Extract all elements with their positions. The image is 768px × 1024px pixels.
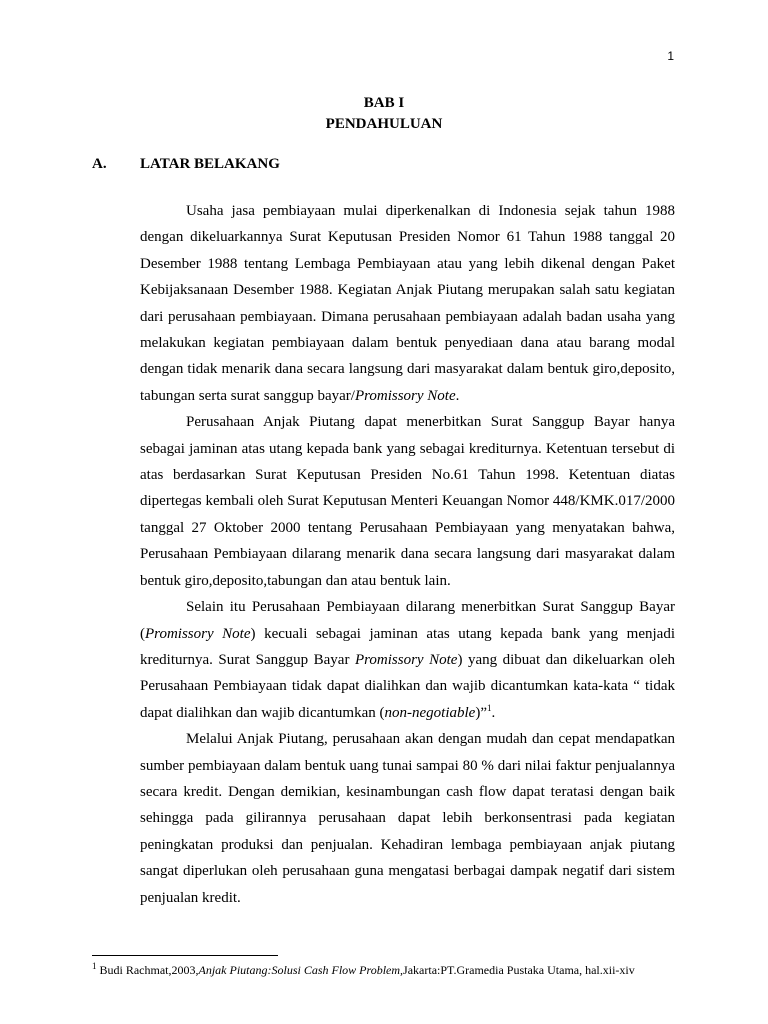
body-text (140, 198, 675, 911)
italic-term: Promissory Note (354, 651, 458, 668)
italic-term: Promissory Note (145, 625, 251, 642)
chapter-title: PENDAHULUAN (325, 116, 443, 132)
footnote-reference[interactable]: 1 (487, 702, 492, 713)
section-letter: A. (92, 156, 107, 172)
chapter-heading (0, 93, 768, 135)
footnote-publisher: Jakarta:PT.Gramedia Pustaka Utama, hal.xii-xiv (403, 963, 635, 977)
page-number: 1 (667, 49, 674, 63)
paragraph-text: )” (475, 704, 487, 721)
paragraph-text: Usaha jasa pembiayaan mulai diperkenalkan di Indonesia sejak tahun 1988 dengan dikeluarkannya Surat Keputusan Presiden Nomor 61 Tahun 1988 tanggal 20 Desember 1988 tentang Lembaga Pembiayaan atau yang lebih dikenal dengan Paket Kebijaksanaan Desember 1988. Kegiatan Anjak Piutang merupakan salah satu kegiatan dari perusahaan pembiayaan. Dimana perusahaan pembiayaan adalah badan usaha yang melakukan kegiatan pembiayaan dalam bentuk penyediaan dana atau barang modal dengan tidak menarik dana secara langsung dari masyarakat dalam bentuk giro,deposito, tabungan serta surat sanggup bayar/ (140, 203, 675, 404)
chapter-label: BAB I (363, 95, 405, 111)
paragraph-text: ) yang dibuat dan dikeluarkan oleh Perusahaan Pembiayaan tidak dapat dialihkan dan wajib dicantumkan kata-kata “ tidak dapat dialihkan dan wajib dicantumkan ( (140, 651, 675, 721)
paragraph-3 (140, 594, 675, 726)
italic-term: Promissory Note (354, 387, 456, 404)
paragraph-text: Melalui Anjak Piutang, perusahaan akan dengan mudah dan cepat mendapatkan sumber pembiayaan dalam bentuk uang tunai sampai 80 % dari nilai faktur penjualannya secara kredit. Dengan demikian, kesinambungan cash flow dapat teratasi dengan baik sehingga pada gilirannya perusahaan dapat lebih berkonsentrasi pada kegiatan peningkatan produksi dan penjualan. Kehadiran lembaga pembiayaan anjak piutang sangat diperlukan oleh perusahaan guna mengatasi berbagai dampak negatif dari sistem penjualan kredit. (140, 731, 675, 906)
paragraph-text: . (455, 387, 460, 404)
footnote-marker: 1 (92, 961, 97, 971)
paragraph-2 (140, 409, 675, 594)
paragraph-text: Selain itu Perusahaan Pembiayaan dilarang menerbitkan Surat Sanggup Bayar ( (140, 599, 675, 642)
paragraph-text: . (491, 704, 496, 721)
footnote (92, 963, 672, 978)
paragraph-1 (140, 198, 675, 409)
footnote-title: Anjak Piutang:Solusi Cash Flow Problem, (198, 963, 404, 977)
italic-term: non-negotiable (384, 704, 476, 721)
section-title: LATAR BELAKANG (140, 156, 280, 172)
paragraph-text: ) kecuali sebagai jaminan atas utang kepada bank yang menjadi krediturnya. Surat Sanggup Bayar (140, 625, 675, 668)
section-heading (92, 154, 692, 174)
footnote-divider (92, 955, 278, 956)
paragraph-4 (140, 726, 675, 911)
footnote-author: Budi Rachmat,2003, (96, 963, 199, 977)
paragraph-text: Perusahaan Anjak Piutang dapat menerbitkan Surat Sanggup Bayar hanya sebagai jaminan atas utang kepada bank yang sebagai krediturnya. Ketentuan tersebut di atas berdasarkan Surat Keputusan Presiden No.61 Tahun 1998. Ketentuan diatas dipertegas kembali oleh Surat Keputusan Menteri Keuangan Nomor 448/KMK.017/2000 tanggal 27 Oktober 2000 tentang Perusahaan Pembiayaan yang menyatakan bahwa, Perusahaan Pembiayaan dilarang menarik dana secara langsung dari masyarakat dalam bentuk giro,deposito,tabungan dan atau bentuk lain. (140, 414, 675, 589)
